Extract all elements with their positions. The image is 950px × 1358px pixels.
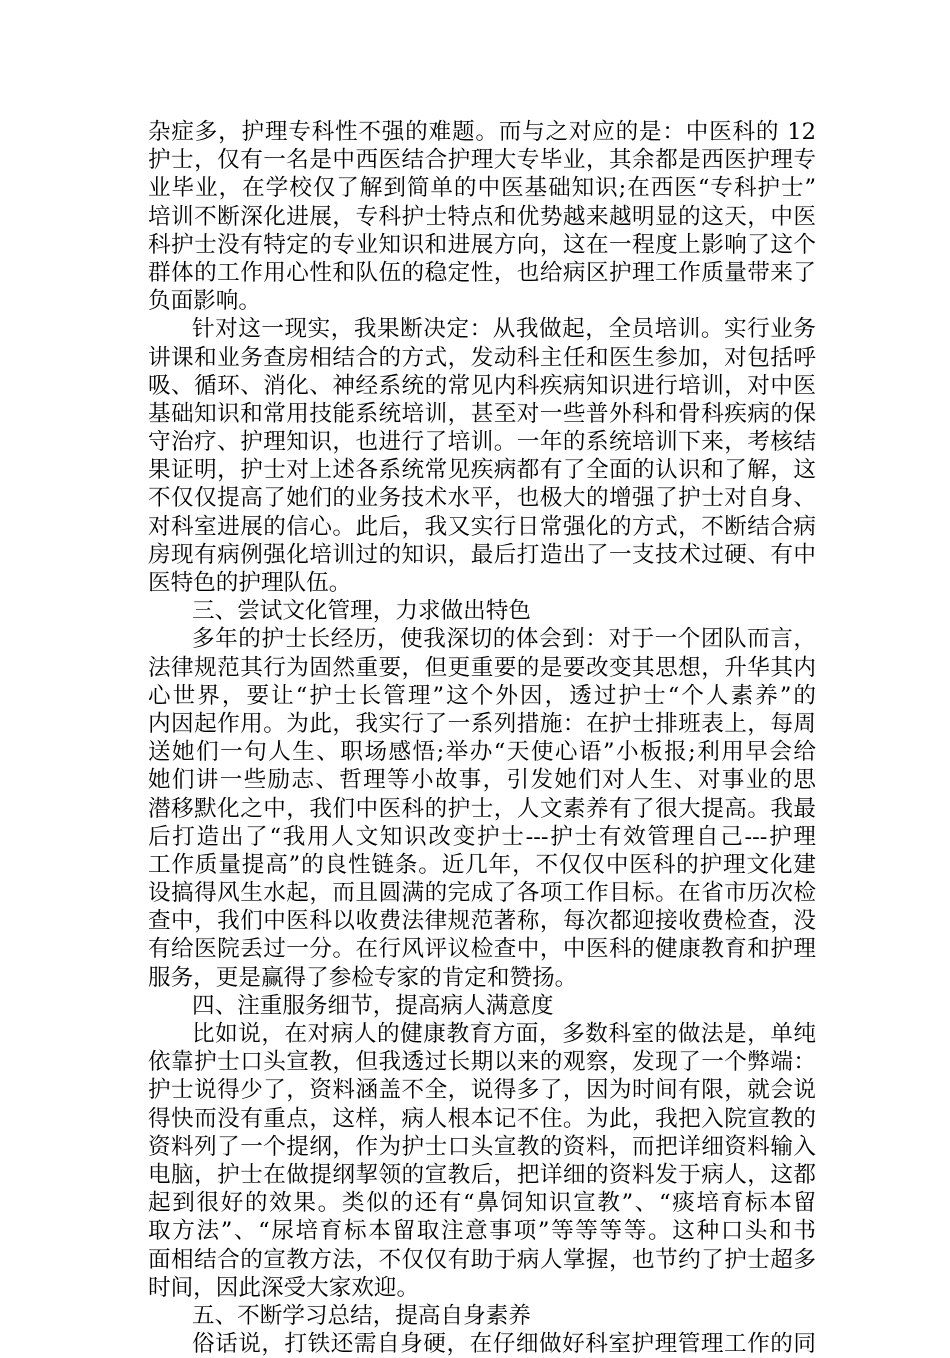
text-line: 有给医院丢过一分。在行风评议检查中，中医科的健康教育和护理: [148, 936, 816, 963]
text-line: 房现有病例强化培训过的知识，最后打造出了一支技术过硬、有中: [148, 541, 816, 568]
document-body: [148, 118, 816, 1358]
text-line: 设搞得风生水起，而且圆满的完成了各项工作目标。在省市历次检: [148, 880, 816, 907]
text-line: 杂症多，护理专科性不强的难题。而与之对应的是：中医科的 12: [148, 119, 816, 145]
text-line: 培训不断深化进展，专科护士特点和优势越来越明显的这天，中医: [148, 203, 816, 230]
text-line: 服务，更是赢得了参检专家的肯定和赞扬。: [148, 964, 578, 991]
text-line: 针对这一现实，我果断决定：从我做起，全员培训。实行业务: [192, 316, 816, 343]
text-line: 负面影响。: [148, 288, 261, 315]
text-line: 守治疗、护理知识，也进行了培训。一年的系统培训下来，考核结: [148, 429, 816, 456]
text-line: 基础知识和常用技能系统培训，甚至对一些普外科和骨科疾病的保: [148, 400, 816, 427]
text-line: 俗话说，打铁还需自身硬，在仔细做好科室护理管理工作的同: [192, 1331, 816, 1358]
text-line: 得快而没有重点，这样，病人根本记不住。为此，我把入院宣教的: [148, 1105, 816, 1132]
text-line: 资料列了一个提纲，作为护士口头宣教的资料，而把详细资料输入: [148, 1133, 816, 1160]
text-line: 多年的护士长经历，使我深切的体会到：对于一个团队而言，: [192, 626, 816, 653]
text-line: 三、尝试文化管理，力求做出特色: [192, 598, 531, 625]
text-line: 内因起作用。为此，我实行了一系列措施：在护士排班表上，每周: [148, 710, 816, 737]
text-line: 工作质量提高”的良性链条。近几年，不仅仅中医科的护理文化建: [148, 851, 816, 878]
text-line: 五、不断学习总结，提高自身素养: [192, 1302, 531, 1329]
text-line: 医特色的护理队伍。: [148, 570, 352, 596]
text-line: 取方法”、“尿培育标本留取注意事项”等等等等。这种口头和书: [148, 1218, 816, 1245]
text-line: 依靠护士口头宣教，但我透过长期以来的观察，发现了一个弊端：: [148, 1049, 816, 1076]
text-line: 面相结合的宣教方法，不仅仅有助于病人掌握，也节约了护士超多: [148, 1246, 816, 1273]
text-line: 科护士没有特定的专业知识和进展方向，这在一程度上影响了这个: [148, 231, 816, 258]
text-line: 潜移默化之中，我们中医科的护士，人文素养有了很大提高。我最: [148, 795, 816, 822]
text-line: 对科室进展的信心。此后，我又实行日常强化的方式，不断结合病: [148, 513, 816, 540]
text-line: 讲课和业务查房相结合的方式，发动科主任和医生参加，对包括呼: [148, 344, 816, 371]
text-line: 四、注重服务细节，提高病人满意度: [192, 992, 554, 1019]
text-line: 护士说得少了，资料涵盖不全，说得多了，因为时间有限，就会说: [148, 1077, 816, 1104]
text-line: 电脑，护士在做提纲挈领的宣教后，把详细的资料发于病人，这都: [148, 1161, 816, 1188]
text-line: 果证明，护士对上述各系统常见疾病都有了全面的认识和了解，这: [148, 457, 816, 484]
text-line: 时间，因此深受大家欢迎。: [148, 1274, 420, 1301]
text-line: 业毕业，在学校仅了解到简单的中医基础知识;在西医“专科护士”: [148, 175, 816, 202]
text-line: 不仅仅提高了她们的业务技术水平，也极大的增强了护士对自身、: [148, 485, 816, 512]
text-line: 法律规范其行为固然重要，但更重要的是要改变其思想，升华其内: [148, 654, 816, 681]
text-line: 群体的工作用心性和队伍的稳定性，也给病区护理工作质量带来了: [148, 259, 816, 286]
text-line: 心世界，要让“护士长管理”这个外因，透过护士“个人素养”的: [148, 682, 816, 709]
text-line: 起到很好的效果。类似的还有“鼻饲知识宣教”、“痰培育标本留: [148, 1190, 816, 1217]
text-line: 比如说，在对病人的健康教育方面，多数科室的做法是，单纯: [192, 1021, 816, 1047]
text-line: 护士，仅有一名是中西医结合护理大专毕业，其余都是西医护理专: [148, 147, 816, 174]
text-line: 后打造出了“我用人文知识改变护士---护士有效管理自己---护理: [148, 823, 816, 850]
text-line: 吸、循环、消化、神经系统的常见内科疾病知识进行培训，对中医: [148, 372, 816, 399]
text-line: 送她们一句人生、职场感悟;举办“天使心语”小板报;利用早会给: [148, 739, 816, 766]
text-line: 她们讲一些励志、哲理等小故事，引发她们对人生、对事业的思: [148, 767, 816, 794]
text-line: 查中，我们中医科以收费法律规范著称，每次都迎接收费检查，没: [148, 908, 816, 935]
